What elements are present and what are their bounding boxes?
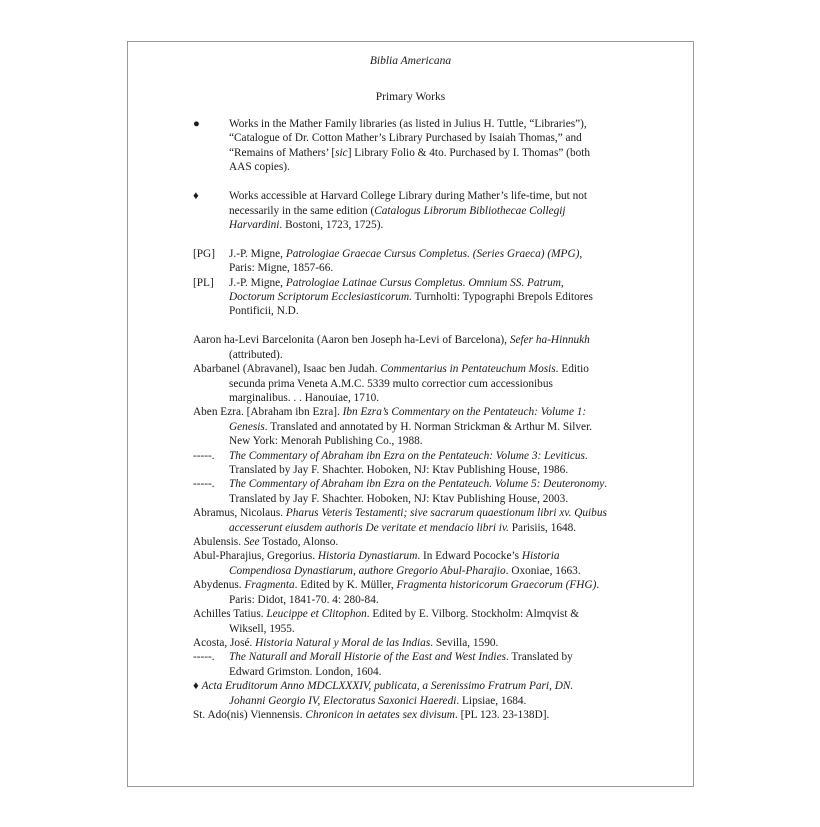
italic-text: sic	[335, 146, 348, 159]
document-page	[127, 41, 694, 787]
abbreviation-item	[193, 247, 608, 276]
italic-text: Leucippe et Clitophon	[266, 608, 367, 621]
text-run: Aben Ezra. [Abraham ibn Ezra].	[193, 406, 343, 419]
text-run: Acosta, José.	[193, 636, 256, 649]
italic-text: Ibn Ezra’s Commentary on the Pentateuch: Volume 1: Genesis	[229, 406, 587, 433]
italic-text: The Commentary of Abraham ibn Ezra on the Pentateuch: Volume 3: Leviticus	[229, 449, 585, 462]
text-run: . Bostoni, 1723, 1725).	[279, 218, 384, 231]
text-run: J.-P. Migne,	[229, 247, 286, 260]
text-run: . Translated and annotated by H. Norman Strickman & Arthur M. Silver. New York: Menorah Publishing Co., 1988.	[229, 420, 593, 448]
text-run: . Oxoniae, 1663.	[505, 564, 581, 577]
text-run: Abarbanel (Abravanel), Isaac ben Judah.	[193, 363, 381, 376]
bibliography-entry	[193, 708, 608, 722]
abbreviation-tag: [PG]	[193, 247, 215, 260]
legend-bullets	[193, 117, 608, 232]
repeat-author-dash: -----.	[193, 449, 215, 462]
italic-text: Chronicon in aetates sex divisum	[305, 708, 455, 721]
text-run: . Sevilla, 1590.	[430, 636, 499, 649]
bibliography-entry	[193, 636, 608, 650]
bibliography-entries	[193, 333, 608, 722]
bibliography-entry	[193, 333, 608, 362]
text-run: (attributed).	[229, 348, 283, 361]
text-run: Parisiis, 1648.	[508, 521, 577, 534]
text-run: St. Ado(nis) Viennensis.	[193, 708, 306, 721]
bibliography-entry	[193, 506, 608, 535]
bibliography-entry	[193, 405, 608, 448]
bibliography-entry	[193, 607, 608, 636]
italic-text: The Commentary of Abraham ibn Ezra on the Pentateuch. Volume 5: Deuteronomy	[229, 478, 605, 491]
diamond-icon: ♦	[193, 190, 199, 203]
text-run: Tostado, Alonso.	[259, 536, 339, 549]
bibliography-entry	[193, 449, 608, 478]
text-run: Abul-Pharajius, Gregorius.	[193, 550, 318, 563]
bibliography-entry	[193, 549, 608, 578]
italic-text: See	[243, 536, 260, 549]
page-title: Biblia Americana	[369, 55, 452, 67]
legend-item	[193, 189, 608, 232]
bibliography-content	[193, 117, 608, 722]
italic-text: Historia Compendiosa Dynastiarum, authore Gregorio Abul-Pharajio	[229, 550, 560, 577]
bibliography-entry	[193, 535, 608, 549]
text-run: . Lipsiae, 1684.	[456, 694, 527, 707]
text-run: J.-P. Migne,	[229, 276, 286, 289]
italic-text: Patrologiae Graecae Cursus Completus. (Series Graeca) (MPG),	[285, 247, 583, 260]
bibliography-entry	[193, 679, 608, 708]
italic-text: Fragmenta	[244, 579, 295, 592]
text-run: . Edited by K. Müller,	[294, 579, 397, 592]
text-run: . Editio secunda prima Veneta A.M.C. 5339 multo correctior cum accessionibus marginalibus. . . Hanouiae, 1710.	[229, 363, 589, 404]
legend-item	[193, 117, 608, 175]
text-run: ] Library Folio & 4to. Purchased by I. Thomas” (both AAS copies).	[229, 146, 591, 174]
bibliography-entry	[193, 578, 608, 607]
italic-text: Acta Eruditorum Anno MDCLXXXIV, publicata, a Serenissimo Fratrum Pari, DN. Johanni Georgio IV, Electoratus Saxonici Haeredi	[201, 680, 574, 707]
bibliography-entry	[193, 650, 608, 679]
text-run: Abydenus.	[193, 579, 245, 592]
text-run: . Translated by Edward Grimston. London, 1604.	[229, 651, 573, 678]
text-run: Achilles Tatius.	[193, 608, 267, 621]
text-run: Works accessible at Harvard College Library during Mather’s life-time, but not necessarily in the same edition (	[229, 190, 588, 217]
bullet-dot-icon: ●	[193, 118, 200, 130]
abbreviation-tag: [PL]	[193, 276, 214, 289]
text-run: . [PL 123. 23-138D].	[454, 708, 550, 721]
abbreviation-item	[193, 276, 608, 319]
text-run: Abramus, Nicolaus.	[193, 507, 286, 520]
italic-text: Pharus Veteris Testamenti; sive sacrarum quaestionum libri xv. Quibus accesserunt eiusdem authoris De veritate et mendacio libri iv.	[229, 507, 607, 534]
bibliography-entry	[193, 362, 608, 405]
text-run: Aaron ha-Levi Barcelonita (Aaron ben Joseph ha-Levi of Barcelona),	[193, 334, 510, 347]
bibliography-entry	[193, 477, 608, 506]
repeat-author-dash: -----.	[193, 651, 215, 664]
italic-text: Historia Dynastiarum	[317, 550, 418, 563]
italic-text: Catalogus Librorum Bibliothecae Collegij Harvardini	[229, 204, 566, 231]
text-run: . In Edward Pococke’s	[417, 550, 522, 563]
italic-text: Fragmenta historicorum Graecorum (FHG)	[396, 579, 597, 592]
italic-text: Sefer ha-Hinnukh	[509, 334, 590, 347]
text-run: . Paris: Didot, 1841-70. 4: 280-84.	[229, 579, 600, 606]
text-run: Works in the Mather Family libraries (as listed in Julius H. Tuttle, “Libraries”), “Catalogue of Dr. Cotton Mather’s Library Purchased by Isaiah Thomas,” and “Remains of Mathers’ [	[229, 118, 587, 159]
abbreviation-list	[193, 247, 608, 319]
italic-text: Historia Natural y Moral de las Indias	[255, 636, 431, 649]
italic-text: The Naturall and Morall Historie of the East and West Indies	[229, 651, 506, 664]
text-run: Turnholti: Typographi Brepols Editores Pontificii, N.D.	[229, 291, 593, 318]
text-run: . Translated by Jay F. Shachter. Hoboken, NJ: Ktav Publishing House, 2003.	[229, 478, 608, 505]
page-subtitle: Primary Works	[375, 91, 446, 103]
text-run: Paris: Migne, 1857-66.	[229, 262, 334, 275]
text-run: . Edited by E. Vilborg. Stockholm: Almqvist & Wiksell, 1955.	[229, 608, 580, 635]
italic-text: Patrologiae Latinae Cursus Completus. Omnium SS. Patrum, Doctorum Scriptorum Ecclesiasticorum.	[229, 276, 564, 304]
repeat-author-dash: -----.	[193, 478, 215, 491]
text-run: . Translated by Jay F. Shachter. Hoboken, NJ: Ktav Publishing House, 1986.	[229, 449, 588, 477]
italic-text: Commentarius in Pentateuchum Mosis	[380, 363, 556, 376]
text-run: ♦	[193, 680, 202, 693]
text-run: Abulensis.	[193, 536, 244, 549]
